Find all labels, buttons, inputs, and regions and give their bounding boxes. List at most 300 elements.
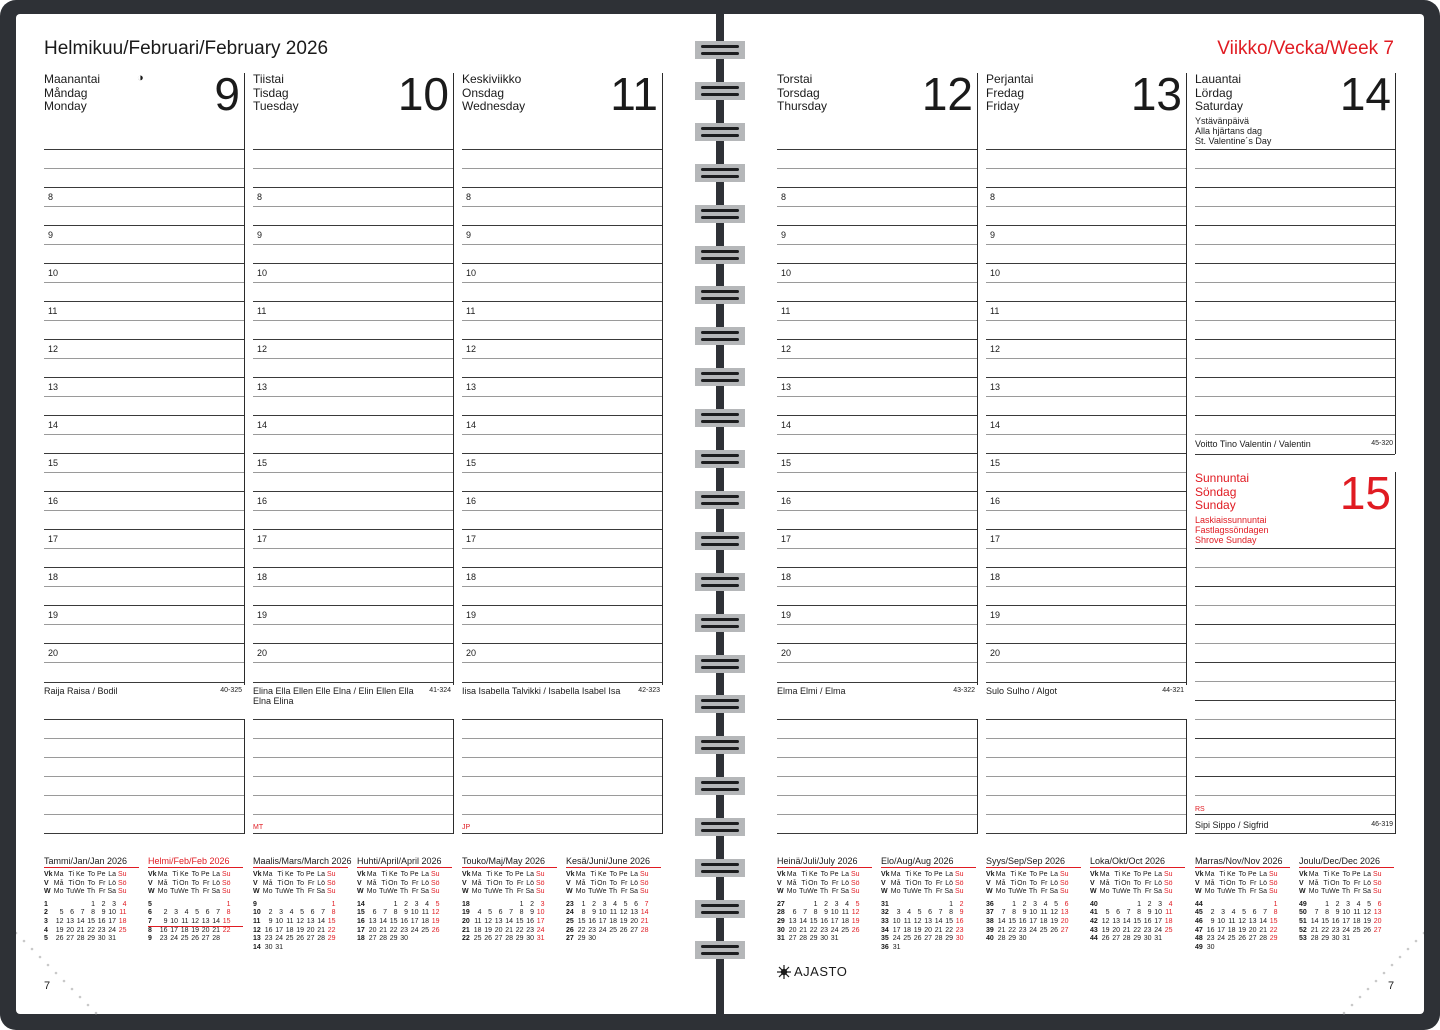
date-cell: 11: [903, 917, 911, 925]
weekday-header: We: [1329, 888, 1340, 896]
weekday-header: Ti: [590, 871, 596, 878]
writing-line: [986, 757, 1186, 758]
date-cell: [210, 901, 221, 910]
weekday-header: V: [44, 879, 49, 887]
weekday-header: Th: [923, 888, 932, 896]
date-cell: 27: [368, 935, 377, 943]
date-cell: 20: [201, 926, 210, 934]
weekday-header: Fr: [1144, 888, 1152, 896]
week-number: 45: [1195, 909, 1203, 917]
hour-label: 13: [781, 382, 792, 392]
name-day: Voitto Tino Valentin / Valentin: [1195, 439, 1311, 449]
writing-line: [1195, 586, 1395, 587]
writing-line: [44, 510, 244, 511]
date-cell: [304, 944, 315, 953]
hour-label: 20: [466, 648, 477, 658]
date-cell: 8: [91, 909, 95, 917]
writing-line: [253, 149, 453, 150]
date-cell: 23: [1331, 926, 1340, 934]
date-cell: 26: [1101, 935, 1110, 943]
weekday-header: Fr: [98, 879, 106, 887]
weekday-header: Ke: [493, 871, 503, 878]
date-cell: 16: [820, 917, 828, 925]
week-number: 42: [1090, 917, 1098, 925]
week-number: 46: [1195, 917, 1203, 925]
weekday-header: Sa: [1362, 888, 1371, 896]
writing-line: [986, 643, 1186, 644]
date-cell: 19: [1238, 926, 1246, 934]
week-number: 12: [253, 926, 261, 934]
writing-line: [1195, 339, 1395, 340]
writing-line: [462, 548, 662, 549]
week-row: [986, 909, 1081, 918]
writing-line: [44, 168, 244, 169]
writing-line: [986, 682, 1186, 683]
date-cell: 14: [505, 917, 513, 925]
weekday-header: Lö: [1050, 879, 1058, 887]
date-cell: 21: [1310, 926, 1319, 934]
writing-line: [986, 510, 1186, 511]
date-cell: 26: [851, 926, 860, 934]
week-number: 6: [148, 909, 152, 917]
date-cell: 10: [1217, 917, 1225, 925]
week-number: 29: [777, 917, 785, 925]
date-cell: 19: [431, 917, 440, 925]
date-cell: 14: [317, 917, 325, 925]
weekday-header: Fr: [935, 879, 943, 887]
date-cell: [429, 935, 440, 944]
date-cell: [1099, 901, 1110, 910]
date-cell: 12: [296, 917, 304, 925]
date-cell: 23: [1143, 926, 1152, 934]
date-cell: 20: [1112, 926, 1120, 934]
date-cell: 10: [1342, 909, 1350, 917]
binding-ring: [695, 695, 745, 713]
date-cell: 5: [435, 900, 440, 908]
weekday-header: Ma: [890, 871, 901, 878]
week-row: [462, 918, 557, 927]
weekday-header: Ti: [1114, 879, 1120, 887]
date-cell: 29: [577, 935, 586, 943]
writing-line: [44, 415, 244, 416]
weekday-header: To: [87, 871, 95, 878]
date-cell: 7: [1263, 909, 1267, 917]
writing-line: [253, 586, 453, 587]
date-cell: [1246, 901, 1257, 910]
date-cell: 2: [592, 900, 596, 908]
weekday-header: Th: [1132, 888, 1141, 896]
hour-label: 14: [990, 420, 1001, 430]
date-cell: 5: [1105, 909, 1110, 917]
weekday-header: Pe: [1351, 871, 1361, 878]
weekday-header: Må: [890, 879, 901, 887]
date-cell: [1267, 944, 1278, 953]
weekday-header: Ti: [1323, 879, 1329, 887]
mini-calendar-title: Elo/Aug/Aug 2026: [881, 856, 976, 868]
date-cell: 16: [400, 917, 408, 925]
weekday-header: Th: [190, 888, 199, 896]
date-cell: [262, 901, 273, 910]
date-cell: 11: [1165, 909, 1173, 917]
date-cell: 10: [275, 917, 283, 925]
date-cell: 21: [1122, 926, 1131, 934]
weekday-header: Ke: [808, 871, 818, 878]
date-cell: 24: [536, 926, 545, 934]
date-cell: 16: [1206, 926, 1215, 934]
writing-line: [462, 472, 662, 473]
weekday-header: Ke: [1121, 871, 1131, 878]
date-cell: 20: [1248, 926, 1257, 934]
week-row: [881, 935, 976, 944]
writing-line: [253, 377, 453, 378]
date-cell: [304, 901, 315, 910]
weekday-header: Fr: [1040, 888, 1048, 896]
date-cell: 11: [1040, 909, 1048, 917]
date-cell: 18: [903, 926, 911, 934]
weekday-header: Tu: [170, 888, 178, 896]
week-number: 49: [1195, 943, 1203, 951]
date-cell: 6: [70, 909, 74, 917]
date-cell: 1: [519, 900, 524, 908]
writing-line: [986, 529, 1186, 530]
date-cell: 14: [934, 917, 943, 925]
weekday-header: Tu: [1217, 888, 1225, 896]
date-cell: 28: [317, 935, 325, 943]
date-cell: 6: [792, 909, 797, 917]
weekday-header: La: [945, 871, 953, 878]
writing-line: [986, 415, 1186, 416]
date-cell: [911, 944, 922, 953]
date-cell: 12: [1238, 917, 1246, 925]
date-cell: 18: [285, 926, 294, 934]
weekday-header: Pe: [200, 871, 210, 878]
date-cell: 16: [1143, 917, 1152, 925]
date-cell: 31: [536, 935, 545, 943]
date-cell: 18: [1352, 917, 1361, 925]
week-number: 53: [1299, 935, 1307, 943]
writing-line: [44, 472, 244, 473]
date-cell: 11: [119, 909, 127, 917]
hour-label: 19: [781, 610, 792, 620]
hour-label: 9: [257, 230, 263, 240]
writing-line: [777, 719, 977, 720]
date-cell: 13: [1248, 917, 1257, 925]
name-day: Sulo Sulho / Algot: [986, 686, 1058, 696]
date-cell: 27: [1060, 926, 1069, 934]
date-cell: [932, 901, 943, 910]
week-row: [148, 935, 243, 944]
weekday-header: Su: [850, 888, 860, 896]
writing-line: [44, 453, 244, 454]
writing-line: [253, 662, 453, 663]
day-number: 10: [397, 68, 449, 120]
weekday-header: Ti: [172, 879, 178, 887]
date-cell: 29: [1321, 935, 1329, 943]
date-cell: 6: [634, 900, 638, 908]
date-cell: 14: [379, 917, 387, 925]
weekday-header: Ti: [801, 871, 807, 878]
weekday-header: Mo: [890, 888, 901, 896]
week-number: 40: [986, 935, 994, 943]
writing-line: [1195, 377, 1395, 378]
date-cell: 15: [1321, 917, 1329, 925]
week-row: [777, 909, 872, 918]
date-cell: 8: [581, 909, 586, 917]
hour-label: 17: [781, 534, 792, 544]
writing-line: [986, 662, 1186, 663]
weekday-header: Ti: [1219, 871, 1225, 878]
week-row: [148, 909, 243, 918]
weekday-header: To: [505, 871, 513, 878]
weekday-header: Su: [639, 888, 649, 896]
writing-line: [44, 738, 244, 739]
day-of-year-code: 44-321: [1162, 687, 1184, 694]
weekday-header: La: [630, 871, 638, 878]
weekday-header: Fr: [1144, 879, 1152, 887]
weekday-header: Sö: [1268, 879, 1278, 887]
writing-line: [986, 244, 1186, 245]
weekday-header: Fr: [411, 879, 419, 887]
weekday-header: Ma: [366, 871, 377, 878]
writing-line: [462, 263, 662, 264]
day-of-year-code: 43-322: [953, 687, 975, 694]
date-cell: 5: [623, 900, 628, 908]
date-cell: 29: [1269, 935, 1278, 943]
date-cell: 26: [191, 935, 199, 943]
week-row: [462, 909, 557, 918]
binding-ring: [695, 736, 745, 754]
weekday-header: Su: [1059, 871, 1069, 878]
date-cell: 9: [592, 909, 596, 917]
hour-label: 20: [781, 648, 792, 658]
writing-line: [986, 377, 1186, 378]
writing-line: [777, 244, 977, 245]
date-cell: 9: [101, 909, 106, 917]
mini-calendar-title: Helmi/Feb/Feb 2026: [148, 856, 243, 868]
date-cell: [1308, 901, 1319, 910]
writing-line: [462, 833, 662, 834]
weekday-header: We: [492, 888, 503, 896]
weekday-header: Ke: [1226, 871, 1236, 878]
date-cell: [366, 901, 377, 910]
date-cell: [628, 935, 639, 944]
date-cell: [1215, 901, 1226, 910]
date-cell: 4: [1043, 900, 1048, 908]
week-row: [986, 935, 1081, 944]
writing-line: [986, 491, 1186, 492]
day-name: Keskiviikko: [462, 72, 522, 86]
binding-ring: [695, 368, 745, 386]
weekday-header: Fr: [935, 888, 943, 896]
date-cell: [53, 901, 64, 910]
writing-line: [1195, 643, 1395, 644]
date-cell: 13: [1112, 917, 1120, 925]
writing-line: [777, 662, 977, 663]
writing-line: [986, 320, 1186, 321]
writing-line: [462, 149, 662, 150]
name-day: Elina Ella Ellen Elle Elna / Elin Ellen Ella Elna Elina: [253, 686, 414, 706]
weekday-header: Vk: [462, 871, 471, 878]
date-cell: 8: [813, 909, 818, 917]
weekday-header: Pe: [933, 871, 943, 878]
date-cell: 22: [945, 926, 953, 934]
writing-line: [462, 320, 662, 321]
date-cell: 22: [1008, 926, 1016, 934]
date-cell: 19: [191, 926, 199, 934]
initials-mark: MT: [253, 824, 264, 831]
weekday-header: Tu: [799, 888, 807, 896]
date-cell: 21: [317, 926, 325, 934]
weekday-header: Må: [1308, 879, 1319, 887]
date-cell: 9: [1147, 909, 1152, 917]
writing-line: [777, 187, 977, 188]
date-cell: 6: [928, 909, 932, 917]
mini-calendar-title: Loka/Okt/Oct 2026: [1090, 856, 1185, 868]
mini-calendar: [462, 856, 557, 944]
week-number: 24: [566, 909, 574, 917]
writing-line: [253, 415, 453, 416]
weekday-header: Ke: [179, 871, 189, 878]
date-cell: [1246, 944, 1257, 953]
week-row: [44, 901, 139, 910]
writing-line: [462, 814, 662, 815]
hour-label: 15: [781, 458, 792, 468]
week-number: 11: [253, 917, 261, 925]
date-cell: [315, 944, 326, 953]
writing-line: [777, 396, 977, 397]
weekday-header: Ti: [801, 879, 807, 887]
weekday-header: W: [777, 888, 784, 896]
week-number: 14: [357, 900, 365, 908]
weekday-header: Sa: [420, 888, 429, 896]
date-cell: [901, 944, 912, 953]
date-cell: 4: [477, 909, 482, 917]
weekday-header: Vk: [148, 871, 157, 878]
date-cell: 24: [892, 935, 901, 943]
mini-calendar-title: Kesä/Juni/June 2026: [566, 856, 661, 868]
weekday-header: Mo: [262, 888, 273, 896]
weekday-header: Må: [1204, 879, 1215, 887]
writing-line: [777, 757, 977, 758]
writing-line: [777, 510, 977, 511]
mini-calendar-title: Tammi/Jan/Jan 2026: [44, 856, 139, 868]
writing-line: [44, 244, 244, 245]
weekday-header: V: [357, 879, 362, 887]
week-row: [777, 901, 872, 910]
writing-line: [777, 472, 977, 473]
weekday-header: Su: [1268, 871, 1278, 878]
date-cell: 25: [1039, 926, 1048, 934]
date-cell: 30: [97, 935, 106, 943]
date-cell: 10: [536, 909, 545, 917]
date-cell: 12: [431, 909, 440, 917]
writing-line: [44, 225, 244, 226]
hour-label: 18: [990, 572, 1001, 582]
date-cell: 6: [310, 909, 315, 917]
date-cell: 10: [1154, 909, 1162, 917]
date-cell: 27: [924, 935, 932, 943]
writing-line: [44, 548, 244, 549]
weekday-header: Ke: [912, 871, 922, 878]
date-cell: 19: [1050, 917, 1058, 925]
weekday-header: We: [911, 888, 922, 896]
date-cell: [116, 935, 127, 944]
weekday-header: To: [400, 871, 408, 878]
writing-line: [986, 624, 1186, 625]
week-number: 27: [777, 900, 785, 908]
writing-line: [777, 586, 977, 587]
writing-line: [44, 358, 244, 359]
date-cell: 28: [1259, 935, 1267, 943]
binding-ring: [695, 327, 745, 345]
date-cell: 1: [226, 900, 231, 908]
writing-line: [44, 434, 244, 435]
writing-line: [986, 833, 1186, 834]
date-cell: 3: [1158, 900, 1162, 908]
week-number: 36: [881, 943, 889, 951]
writing-line: [44, 586, 244, 587]
binding-ring: [695, 491, 745, 509]
weekday-header: To: [609, 879, 617, 887]
week-row: [1090, 901, 1185, 910]
week-row: [1299, 909, 1394, 918]
week-number: 3: [44, 917, 48, 925]
writing-line: [253, 263, 453, 264]
weekday-header: Su: [850, 871, 860, 878]
day-name: Fredag: [986, 85, 1025, 100]
writing-line: [1195, 662, 1395, 663]
date-cell: 2: [163, 909, 168, 917]
weekday-header: Må: [366, 879, 377, 887]
date-cell: [1215, 944, 1226, 953]
writing-line: [253, 472, 453, 473]
hour-label: 14: [48, 420, 59, 430]
week-number: 43: [1090, 926, 1098, 934]
writing-line: [462, 434, 662, 435]
day-name: Torstai: [777, 72, 813, 86]
date-cell: 31: [275, 943, 283, 951]
weekday-header: To: [924, 879, 932, 887]
mini-calendar: [253, 856, 352, 952]
week-row: [881, 909, 976, 918]
weekday-header: Fr: [202, 888, 210, 896]
weekday-header: Må: [786, 879, 797, 887]
date-cell: 3: [112, 900, 116, 908]
date-cell: 31: [1154, 935, 1162, 943]
writing-line: [777, 567, 977, 568]
weekday-header: Ma: [1308, 871, 1319, 878]
writing-line: [462, 682, 662, 683]
date-cell: 24: [170, 935, 178, 943]
week-number: 36: [986, 900, 994, 908]
weekday-header: Mo: [1204, 888, 1215, 896]
date-cell: 13: [788, 917, 797, 925]
date-cell: 25: [421, 926, 429, 934]
writing-line: [253, 491, 453, 492]
date-cell: 2: [1022, 900, 1027, 908]
writing-line: [986, 396, 1186, 397]
date-cell: [199, 901, 210, 910]
date-cell: [786, 901, 797, 910]
date-cell: 1: [1137, 900, 1141, 908]
date-cell: 5: [488, 909, 492, 917]
week-number: 5: [44, 935, 48, 943]
week-number: 33: [881, 917, 889, 925]
weekday-header: V: [881, 879, 886, 887]
date-cell: 11: [1228, 917, 1236, 925]
hour-label: 18: [466, 572, 477, 582]
weekday-header: On: [284, 879, 294, 887]
